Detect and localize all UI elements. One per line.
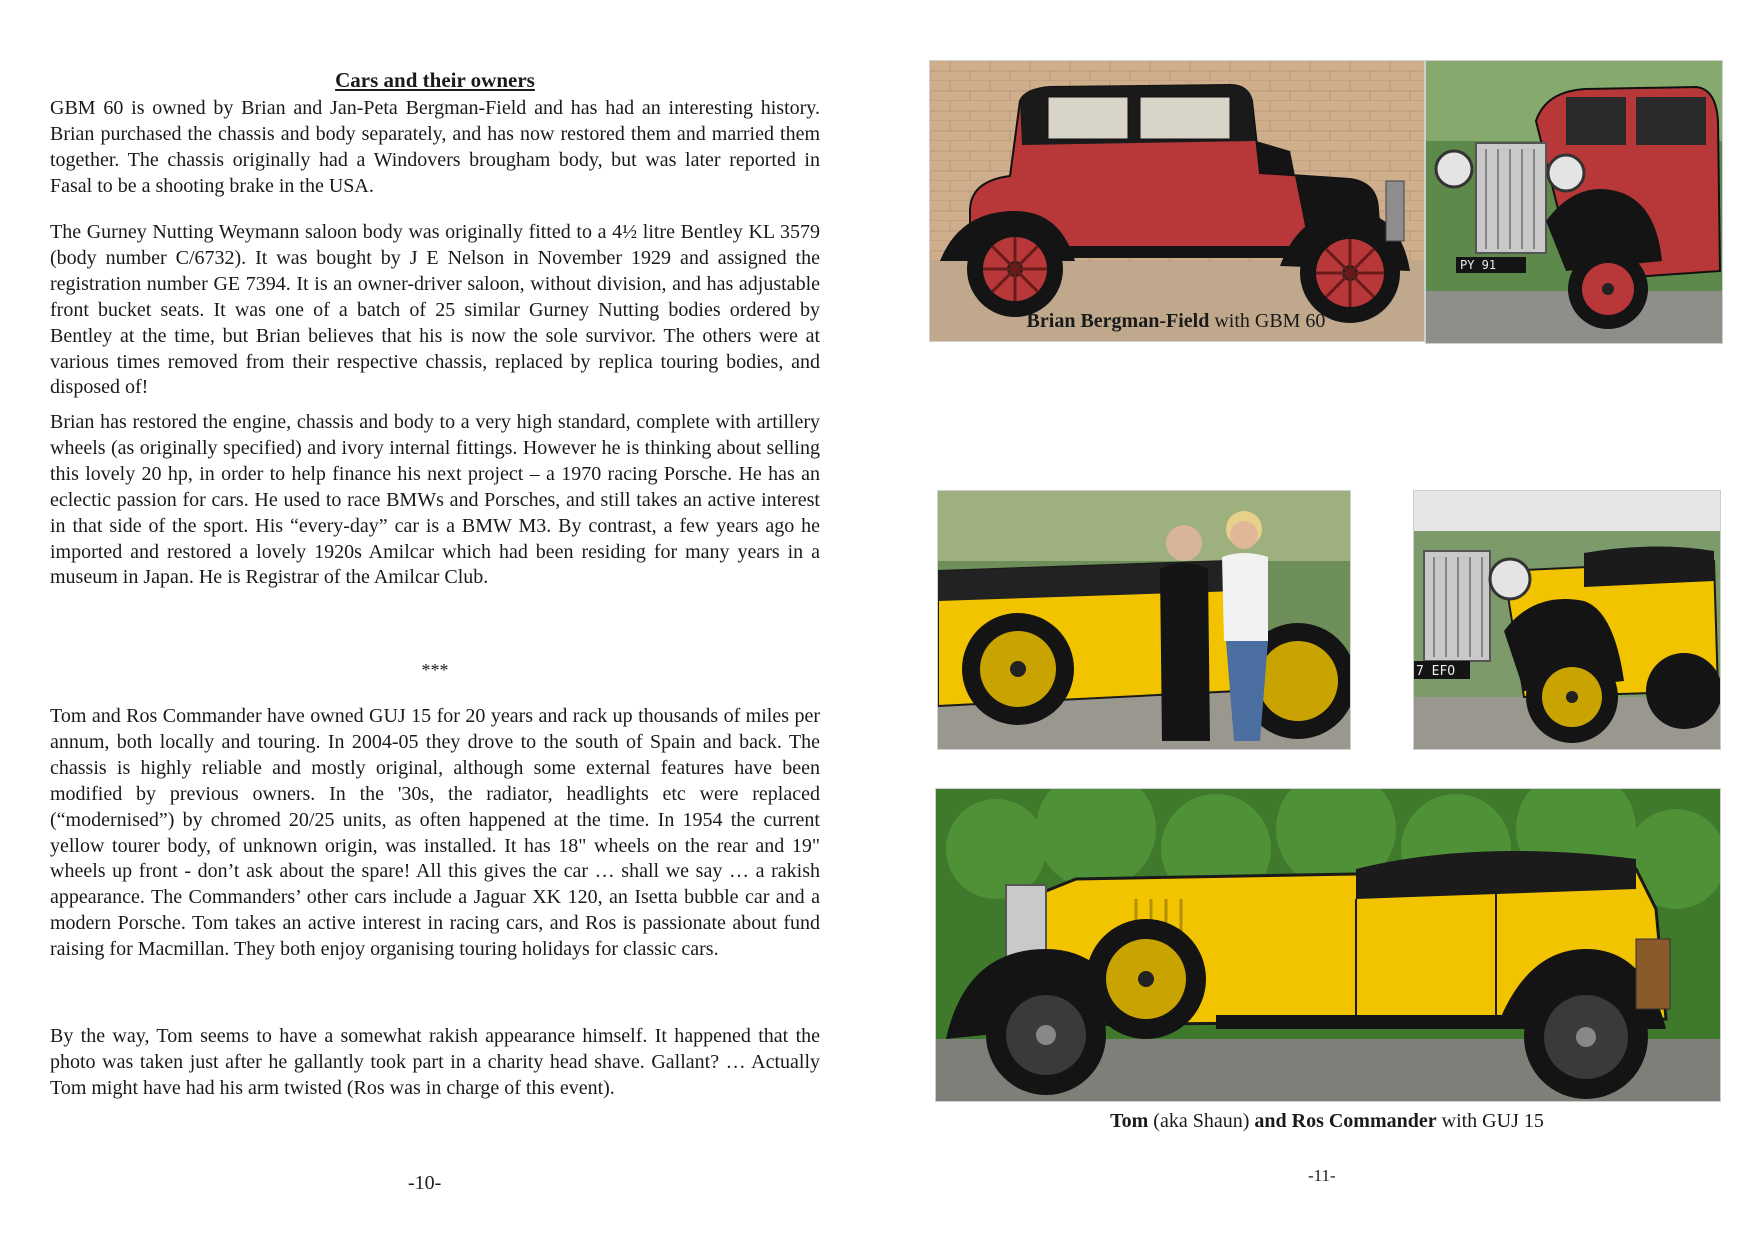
paragraph-1: GBM 60 is owned by Brian and Jan-Peta Bergman-Field and has had an interesting history. Brian purchased the chassis and body separately, and has now restored them and married them together. The chassis originally had a Windovers brougham body, but was later reported in Fasal to be a shooting brake in the USA. [50, 97, 820, 197]
caption-owner-name-1: Tom [1110, 1110, 1149, 1132]
paragraph-4: Tom and Ros Commander have owned GUJ 15 for 20 years and rack up thousands of miles per annum, both locally and touring. In 2004-05 they drove to the south of Spain and back. The chassis is highly reliable and mostly original, although some external features have been modified by previous owners. In the '30s, the radiator, headlights etc were replaced (“modernised”) by chromed 20/25 units, as often happened at the time. In 1954 the current yellow tourer body, of unknown origin, was installed. It has 18" wheels on the rear and 19" wheels up front - don’t ask about the spare! All this gives the car … shall we say … a rakish appearance. The Commanders’ other cars include a Jaguar XK 120, an Isetta bubble car and a modern Porsche. Tom takes an active interest in racing cars, and Ros is passionate about fund raising for Macmillan. They both enjoy organising touring holidays for classic cars. [50, 705, 820, 961]
caption-aka: (aka Shaun) [1148, 1110, 1255, 1132]
caption-owner-name: Brian Bergman-Field [1026, 310, 1210, 332]
number-plate-photo2: PY 91 [1460, 258, 1497, 272]
caption-guj15 [935, 1110, 1719, 1133]
right-page [876, 0, 1752, 1240]
caption-gbm60 [929, 310, 1423, 333]
section-separator: *** [421, 660, 449, 680]
number-plate-photo4: 7 EFO [1416, 664, 1456, 679]
photo-red-saloon-side [929, 60, 1425, 342]
caption-car-id: with GUJ 15 [1436, 1110, 1544, 1132]
paragraph-5: By the way, Tom seems to have a somewhat rakish appearance himself. It happened that the photo was taken just after he gallantly took part in a charity head shave. Gallant? … Actually Tom might have had his arm twisted (Ros was in charge of this event). [50, 1025, 820, 1099]
photo-yellow-tourer-side [935, 788, 1721, 1102]
page-number-right: -11- [1308, 1166, 1336, 1185]
paragraph-2: The Gurney Nutting Weymann saloon body was originally fitted to a 4½ litre Bentley KL 3579 (body number C/6732). It was bought by J E Nelson in November 1929 and assigned the registration number GE 7394. It is an owner-driver saloon, without division, and has adjustable front bucket seats. It was one of a batch of 25 similar Gurney Nutting bodies ordered by Bentley at the time, but Brian believes that his is now the sole survivor. The others were at various times removed from their respective chassis, replaced by replica touring bodies, and disposed of! [50, 221, 820, 399]
paragraph-3: Brian has restored the engine, chassis and body to a very high standard, complete with artillery wheels (as originally specified) and ivory internal fittings. However he is thinking about selling this lovely 20 hp, in order to help finance his next project – a 1970 racing Porsche. He has an eclectic passion for cars. He used to race BMWs and Porsches, and still takes an active interest in that side of the sport. His “every-day” car is a BMW M3. By contrast, a few years ago he imported and restored a lovely 1920s Amilcar which had been residing for many years in a museum in Japan. He is Registrar of the Amilcar Club. [50, 411, 820, 589]
page-number-left: -10- [408, 1172, 442, 1194]
photo-owners-with-car [937, 490, 1351, 750]
photo-yellow-car-front [1413, 490, 1721, 750]
caption-owner-name-2: and Ros Commander [1254, 1110, 1437, 1132]
photo-red-saloon-front [1425, 60, 1723, 344]
caption-car-id: with GBM 60 [1209, 310, 1326, 332]
article-title: Cars and their owners [335, 68, 535, 92]
